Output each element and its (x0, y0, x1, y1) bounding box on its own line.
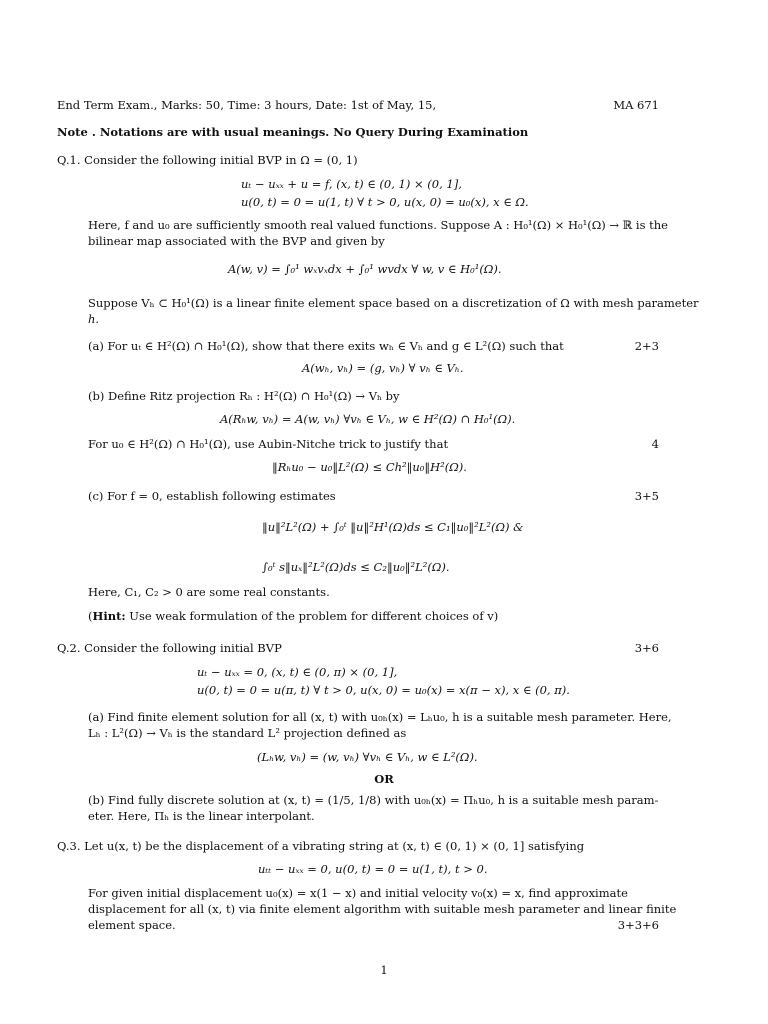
q1-intro: Q.1. Consider the following initial BVP in Ω = (0, 1) (57, 153, 358, 167)
q1-bilinear-form: A(w, v) = ∫₀¹ wₓvₓdx + ∫₀¹ wvdx ∀ w, v ∈ H₀¹(Ω). (228, 262, 502, 276)
q2b-text-2: eter. Here, Πₕ is the linear interpolant. (88, 809, 315, 823)
hint-text: Use weak formulation of the problem for different choices of v) (125, 609, 499, 623)
q2a-equation: (Lₕw, vₕ) = (w, vₕ) ∀vₕ ∈ Vₕ, w ∈ L²(Ω). (257, 750, 478, 764)
q3-intro: Q.3. Let u(x, t) be the displacement of a vibrating string at (x, t) ∈ (0, 1) × (0, 1] satisfying (57, 839, 585, 853)
q1c-estimate-1: ‖u‖²L²(Ω) + ∫₀ᵗ ‖u‖²H¹(Ω)ds ≤ C₁‖u₀‖²L²(Ω) & (262, 520, 524, 534)
q3-text-2: displacement for all (x, t) via finite element algorithm with suitable mesh parameter and linear finite (88, 902, 677, 916)
page-number: 1 (380, 963, 388, 977)
q1a-text: (a) For uₜ ∈ H²(Ω) ∩ H₀¹(Ω), show that there exits wₕ ∈ Vₕ and g ∈ L²(Ω) such that (88, 339, 564, 353)
q1c-text: (c) For f = 0, establish following estimates (88, 489, 336, 503)
q2-or-separator: OR (374, 772, 394, 786)
q2-equation-2: u(0, t) = 0 = u(π, t) ∀ t > 0, u(x, 0) = u₀(x) = x(π − x), x ∈ (0, π). (197, 683, 570, 697)
exam-header: End Term Exam., Marks: 50, Time: 3 hours, Date: 1st of May, 15, (57, 98, 437, 112)
q2-marks: 3+6 (634, 641, 659, 655)
q1a-marks: 2+3 (634, 339, 659, 353)
q1b-equation: A(Rₕw, vₕ) = A(w, vₕ) ∀vₕ ∈ Vₕ, w ∈ H²(Ω) ∩ H₀¹(Ω). (220, 412, 516, 426)
q2-equation-1: uₜ − uₓₓ = 0, (x, t) ∈ (0, π) × (0, 1], (197, 665, 398, 679)
q2a-text-2: Lₕ : L²(Ω) → Vₕ is the standard L² projection defined as (88, 726, 407, 740)
exam-note: Note . Notations are with usual meanings. No Query During Examination (57, 125, 529, 139)
q1-hint: (Hint: Use weak formulation of the problem for different choices of v) (88, 609, 499, 623)
q1b-text: (b) Define Ritz projection Rₕ : H²(Ω) ∩ H₀¹(Ω) → Vₕ by (88, 389, 400, 403)
q2a-text-1: (a) Find finite element solution for all (x, t) with u₀ₕ(x) = Lₕu₀, h is a suitable mesh parameter. Here, (88, 710, 672, 724)
q1b-text-2: For u₀ ∈ H²(Ω) ∩ H₀¹(Ω), use Aubin-Nitche trick to justify that (88, 437, 449, 451)
hint-label: Hint: (92, 609, 126, 623)
q1c-estimate-2: ∫₀ᵗ s‖uₓ‖²L²(Ω)ds ≤ C₂‖u₀‖²L²(Ω). (262, 560, 450, 574)
q1-paragraph-2a: Suppose Vₕ ⊂ H₀¹(Ω) is a linear finite element space based on a discretization of Ω with mesh parameter (88, 296, 699, 310)
q1-paragraph-1a: Here, f and u₀ are sufficiently smooth real valued functions. Suppose A : H₀¹(Ω) × H₀¹(Ω) → ℝ is the (88, 218, 668, 232)
q3-equation: uₜₜ − uₓₓ = 0, u(0, t) = 0 = u(1, t), t > 0. (258, 862, 488, 876)
q1b-estimate: ‖Rₕu₀ − u₀‖L²(Ω) ≤ Ch²‖u₀‖H²(Ω). (272, 460, 467, 474)
q1a-equation: A(wₕ, vₕ) = (g, vₕ) ∀ vₕ ∈ Vₕ. (302, 361, 464, 375)
q1c-marks: 3+5 (634, 489, 659, 503)
q1b-marks: 4 (651, 437, 659, 451)
q1c-constants-note: Here, C₁, C₂ > 0 are some real constants. (88, 585, 330, 599)
q2-intro: Q.2. Consider the following initial BVP (57, 641, 282, 655)
q3-text-3: element space. (88, 918, 176, 932)
q3-text-1: For given initial displacement u₀(x) = x(1 − x) and initial velocity v₀(x) = x, find approximate (88, 886, 628, 900)
q1-equation-2: u(0, t) = 0 = u(1, t) ∀ t > 0, u(x, 0) = u₀(x), x ∈ Ω. (241, 195, 529, 209)
q1-paragraph-2b: h. (88, 312, 100, 326)
q2b-text-1: (b) Find fully discrete solution at (x, t) = (1/5, 1/8) with u₀ₕ(x) = Πₕu₀, h is a suitable mesh param- (88, 793, 659, 807)
course-code: MA 671 (613, 98, 659, 112)
q3-marks: 3+3+6 (617, 918, 659, 932)
q1-equation-1: uₜ − uₓₓ + u = f, (x, t) ∈ (0, 1) × (0, 1], (241, 177, 462, 191)
q1-paragraph-1b: bilinear map associated with the BVP and given by (88, 234, 385, 248)
